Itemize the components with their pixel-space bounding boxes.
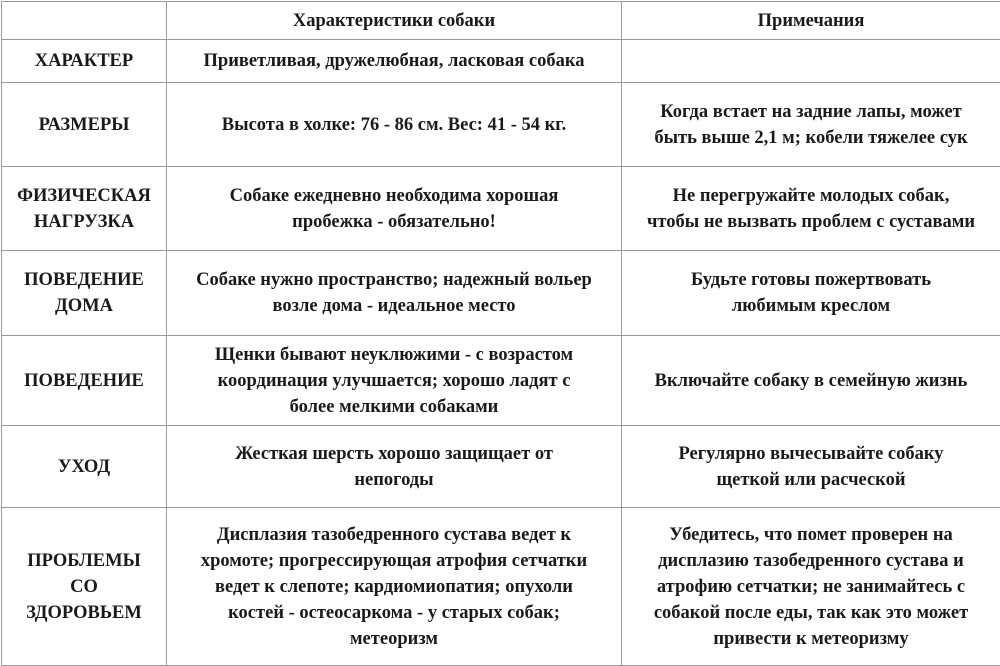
header-row: [2, 2, 1000, 40]
table-row-behavior: [2, 336, 1000, 426]
row-note: Включайте собаку в семейную жизнь: [622, 336, 1000, 426]
row-label: ПОВЕДЕНИЕ: [2, 336, 167, 426]
row-characteristic: [167, 426, 622, 508]
header-characteristics: Характеристики собаки: [167, 2, 622, 40]
table-row-exercise: [2, 167, 1000, 251]
table-row-character: [2, 40, 1000, 83]
characteristic-text: Приветливая, дружелюбная, ласковая собака: [203, 51, 585, 71]
row-label: РАЗМЕРЫ: [2, 83, 167, 167]
row-note: Регулярно вычесывайте собаку щеткой или расческой: [622, 426, 1000, 508]
characteristic-text: Жесткая шерсть хорошо защищает от непогоды: [235, 443, 553, 490]
row-note: Когда встает на задние лапы, может быть выше 2,1 м; кобели тяжелее сук: [622, 83, 1000, 167]
header-blank-cell: [2, 2, 167, 40]
row-note: Будьте готовы пожертвовать любимым креслом: [622, 251, 1000, 336]
characteristic-text: Собаке нужно пространство; надежный вольер возле дома - идеальное место: [196, 270, 592, 316]
row-label: ПОВЕДЕНИЕ ДОМА: [2, 251, 167, 336]
row-characteristic: [167, 40, 622, 83]
table-row-care: [2, 426, 1000, 508]
table-row-size: [2, 83, 1000, 167]
characteristic-text: Дисплазия тазобедренного сустава ведет к хромоте; прогрессирующая атрофия сетчатки ведет к слепоте; кардиомиопатия; опухоли костей - остеосаркома - у старых собак; метеоризм: [200, 524, 588, 649]
table-row-health: [2, 508, 1000, 666]
row-note: [622, 40, 1000, 83]
row-label: ХАРАКТЕР: [2, 40, 167, 83]
row-note: Не перегружайте молодых собак, чтобы не вызвать проблем с суставами: [622, 167, 1000, 251]
header-notes: Примечания: [622, 2, 1000, 40]
characteristic-text: Высота в холке: 76 - 86 см. Вес: 41 - 54 кг.: [221, 114, 567, 135]
row-characteristic: [167, 167, 622, 251]
row-characteristic: [167, 251, 622, 336]
dog-characteristics-table: [1, 1, 1000, 666]
row-label: ФИЗИЧЕСКАЯ НАГРУЗКА: [2, 167, 167, 251]
row-characteristic: [167, 508, 622, 666]
row-label: УХОД: [2, 426, 167, 508]
row-characteristic: [167, 336, 622, 426]
row-label: ПРОБЛЕМЫ СО ЗДОРОВЬЕМ: [2, 508, 167, 666]
characteristic-text: Собаке ежедневно необходима хорошая пробежка - обязательно!: [229, 185, 559, 232]
table-row-home-behavior: [2, 251, 1000, 336]
row-note: Убедитесь, что помет проверен на дисплазию тазобедренного сустава и атрофию сетчатки; не занимайтесь с собакой после еды, так как это может привести к метеоризму: [622, 508, 1000, 666]
characteristic-text: Щенки бывают неуклюжими - с возрастом координация улучшается; хорошо ладят с более мелкими собаками: [214, 344, 574, 417]
row-characteristic: [167, 83, 622, 167]
